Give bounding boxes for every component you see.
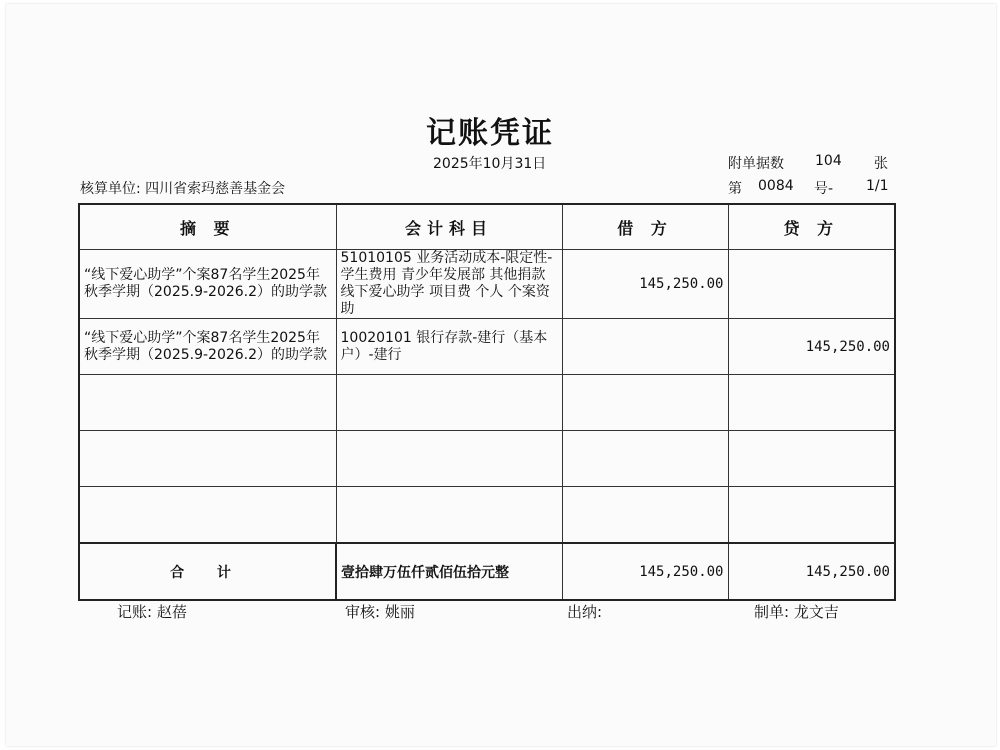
row-summary: “线下爱心助学”个案87名学生2025年秋季学期（2025.9-2026.2）的助学款 <box>79 319 336 375</box>
accounting-unit-name: 四川省索玛慈善基金会 <box>145 181 286 197</box>
row-credit <box>728 431 895 487</box>
auditor-label: 审核: <box>345 603 381 621</box>
table-row <box>79 250 895 319</box>
accounting-unit-label: 核算单位: <box>80 181 141 197</box>
bookkeeper-signature <box>117 601 187 622</box>
preparer-name: 龙文吉 <box>793 603 839 621</box>
voucher-title: 记账凭证 <box>426 116 554 151</box>
attachments-unit: 张 <box>874 156 888 172</box>
voucher-number-value: 0084 <box>758 178 794 194</box>
attachments-label: 附单据数 <box>728 156 784 172</box>
row-summary <box>79 487 336 544</box>
total-label: 合 计 <box>79 543 336 600</box>
row-debit <box>562 431 728 487</box>
voucher-page: 1/1 <box>866 178 889 194</box>
total-amount-words: 壹拾肆万伍仟贰佰伍拾元整 <box>336 543 562 600</box>
row-credit: 145,250.00 <box>728 319 895 375</box>
row-account <box>336 487 562 544</box>
row-credit <box>728 250 895 319</box>
total-debit: 145,250.00 <box>562 543 728 600</box>
attachments-count <box>728 153 893 173</box>
header-account: 会计科目 <box>336 204 562 250</box>
row-summary <box>79 431 336 487</box>
total-row <box>79 543 895 600</box>
row-credit <box>728 487 895 544</box>
row-summary: “线下爱心助学”个案87名学生2025年秋季学期（2025.9-2026.2）的助学款 <box>79 250 336 319</box>
row-account: 51010105 业务活动成本-限定性-学生费用 青少年发展部 其他捐款 线下爱心助学 项目费 个人 个案资助 <box>336 250 562 319</box>
voucher-date: 2025年10月31日 <box>433 156 547 172</box>
auditor-signature <box>345 601 415 622</box>
row-debit <box>562 487 728 544</box>
voucher-table <box>78 203 896 601</box>
row-debit <box>562 375 728 431</box>
accounting-unit <box>80 178 285 198</box>
row-account: 10020101 银行存款-建行（基本户）-建行 <box>336 319 562 375</box>
header-summary: 摘 要 <box>79 204 336 250</box>
total-credit: 145,250.00 <box>728 543 895 600</box>
preparer-label: 制单: <box>754 603 790 621</box>
bookkeeper-name: 赵蓓 <box>156 603 187 621</box>
row-account <box>336 431 562 487</box>
voucher-number-suffix: 号- <box>814 181 834 197</box>
row-debit: 145,250.00 <box>562 250 728 319</box>
auditor-name: 姚丽 <box>384 603 415 621</box>
cashier-signature <box>567 601 602 622</box>
header-debit: 借 方 <box>562 204 728 250</box>
table-row <box>79 431 895 487</box>
voucher-number-prefix: 第 <box>728 181 742 197</box>
table-row <box>79 487 895 544</box>
preparer-signature <box>754 601 839 622</box>
row-debit <box>562 319 728 375</box>
bookkeeper-label: 记账: <box>117 603 153 621</box>
header-credit: 贷 方 <box>728 204 895 250</box>
table-header-row <box>79 204 895 250</box>
row-account <box>336 375 562 431</box>
table-row <box>79 375 895 431</box>
voucher-number <box>728 178 893 198</box>
row-summary <box>79 375 336 431</box>
row-credit <box>728 375 895 431</box>
cashier-label: 出纳: <box>567 603 603 621</box>
attachments-number: 104 <box>815 153 842 169</box>
table-row <box>79 319 895 375</box>
